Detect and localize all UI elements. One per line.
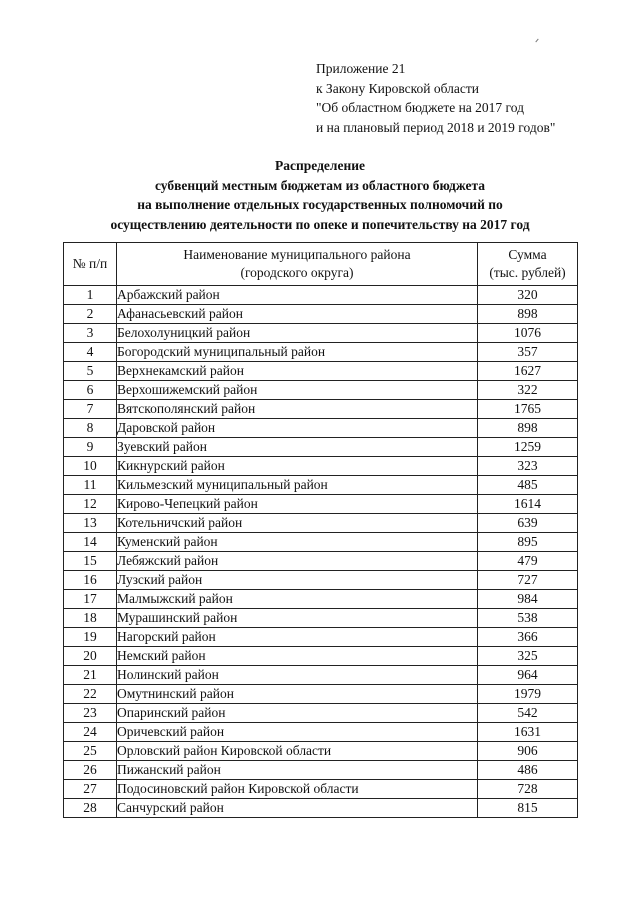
row-district-name: Опаринский район: [117, 704, 478, 723]
row-district-name: Котельничский район: [117, 514, 478, 533]
row-district-name: Верхнекамский район: [117, 362, 478, 381]
table-row: [64, 438, 578, 457]
row-amount: 1979: [478, 685, 578, 704]
row-number: 23: [64, 704, 117, 723]
table-row: [64, 533, 578, 552]
table-row: [64, 647, 578, 666]
row-amount: 366: [478, 628, 578, 647]
row-district-name: Омутнинский район: [117, 685, 478, 704]
row-amount: 1627: [478, 362, 578, 381]
row-amount: 639: [478, 514, 578, 533]
table-row: [64, 419, 578, 438]
row-district-name: Пижанский район: [117, 761, 478, 780]
row-amount: 815: [478, 799, 578, 818]
table-row: [64, 609, 578, 628]
row-district-name: Даровской район: [117, 419, 478, 438]
row-district-name: Орловский район Кировской области: [117, 742, 478, 761]
row-amount: 895: [478, 533, 578, 552]
row-number: 25: [64, 742, 117, 761]
row-number: 17: [64, 590, 117, 609]
row-district-name: Вятскополянский район: [117, 400, 478, 419]
row-district-name: Мурашинский район: [117, 609, 478, 628]
row-number: 19: [64, 628, 117, 647]
row-district-name: Кирово-Чепецкий район: [117, 495, 478, 514]
row-number: 24: [64, 723, 117, 742]
row-number: 12: [64, 495, 117, 514]
document-title: [0, 156, 640, 234]
row-amount: 1259: [478, 438, 578, 457]
row-number: 28: [64, 799, 117, 818]
row-district-name: Подосиновский район Кировской области: [117, 780, 478, 799]
table-row: [64, 305, 578, 324]
row-amount: 1631: [478, 723, 578, 742]
header-amount-line: Сумма: [508, 247, 547, 262]
row-number: 5: [64, 362, 117, 381]
row-number: 4: [64, 343, 117, 362]
title-line: осуществлению деятельности по опеке и попечительству на 2017 год: [110, 216, 530, 232]
row-number: 22: [64, 685, 117, 704]
table-row: [64, 723, 578, 742]
row-number: 16: [64, 571, 117, 590]
table-row: [64, 324, 578, 343]
title-line: субвенций местным бюджетам из областного бюджета: [154, 177, 486, 193]
row-number: 21: [64, 666, 117, 685]
title-line: Распределение: [274, 158, 366, 173]
row-district-name: Лузский район: [117, 571, 478, 590]
row-amount: 485: [478, 476, 578, 495]
row-amount: 727: [478, 571, 578, 590]
row-number: 11: [64, 476, 117, 495]
table-row: [64, 381, 578, 400]
row-number: 14: [64, 533, 117, 552]
header-amount: [478, 243, 578, 286]
header-name-line: Наименование муниципального района: [183, 247, 411, 262]
table-row: [64, 552, 578, 571]
row-amount: 479: [478, 552, 578, 571]
appendix-line: к Закону Кировской области: [316, 80, 480, 96]
row-amount: 1614: [478, 495, 578, 514]
header-amount-line: (тыс. рублей): [489, 265, 566, 280]
row-amount: 322: [478, 381, 578, 400]
row-amount: 906: [478, 742, 578, 761]
row-amount: 320: [478, 286, 578, 305]
header-district-name: [117, 243, 478, 286]
row-number: 27: [64, 780, 117, 799]
appendix-reference: [316, 59, 555, 137]
row-district-name: Арбажский район: [117, 286, 478, 305]
subsidy-table: [63, 242, 578, 818]
row-amount: 538: [478, 609, 578, 628]
row-number: 2: [64, 305, 117, 324]
appendix-line: "Об областном бюджете на 2017 год: [316, 100, 524, 115]
row-amount: 984: [478, 590, 578, 609]
row-number: 18: [64, 609, 117, 628]
row-number: 9: [64, 438, 117, 457]
row-number: 3: [64, 324, 117, 343]
table-header-row: [64, 243, 578, 286]
title-line: на выполнение отдельных государственных полномочий по: [137, 197, 503, 212]
table-row: [64, 590, 578, 609]
row-amount: 964: [478, 666, 578, 685]
row-amount: 1076: [478, 324, 578, 343]
row-number: 13: [64, 514, 117, 533]
table-row: [64, 780, 578, 799]
header-number: [64, 243, 117, 286]
row-district-name: Лебяжский район: [117, 552, 478, 571]
table-row: [64, 761, 578, 780]
table-row: [64, 286, 578, 305]
row-district-name: Богородский муниципальный район: [117, 343, 478, 362]
appendix-line: Приложение 21: [316, 61, 406, 76]
row-district-name: Афанасьевский район: [117, 305, 478, 324]
row-number: 20: [64, 647, 117, 666]
table-row: [64, 685, 578, 704]
table-row: [64, 343, 578, 362]
row-amount: 898: [478, 305, 578, 324]
table-row: [64, 476, 578, 495]
row-district-name: Кильмезский муниципальный район: [117, 476, 478, 495]
row-amount: 542: [478, 704, 578, 723]
table-row: [64, 457, 578, 476]
row-amount: 898: [478, 419, 578, 438]
row-number: 1: [64, 286, 117, 305]
row-amount: 1765: [478, 400, 578, 419]
row-amount: 325: [478, 647, 578, 666]
row-district-name: Верхошижемский район: [117, 381, 478, 400]
row-amount: 486: [478, 761, 578, 780]
row-district-name: Нолинский район: [117, 666, 478, 685]
row-amount: 357: [478, 343, 578, 362]
table-row: [64, 628, 578, 647]
table-row: [64, 514, 578, 533]
row-amount: 323: [478, 457, 578, 476]
row-district-name: Зуевский район: [117, 438, 478, 457]
row-district-name: Нагорский район: [117, 628, 478, 647]
row-district-name: Малмыжский район: [117, 590, 478, 609]
row-district-name: Кикнурский район: [117, 457, 478, 476]
row-amount: 728: [478, 780, 578, 799]
row-district-name: Белохолуницкий район: [117, 324, 478, 343]
header-name-line: (городского округа): [240, 265, 354, 280]
row-number: 7: [64, 400, 117, 419]
row-district-name: Оричевский район: [117, 723, 478, 742]
row-number: 26: [64, 761, 117, 780]
row-district-name: Куменский район: [117, 533, 478, 552]
table-row: [64, 400, 578, 419]
table-body: [64, 286, 578, 818]
row-district-name: Санчурский район: [117, 799, 478, 818]
row-number: 10: [64, 457, 117, 476]
table-row: [64, 799, 578, 818]
appendix-line: и на плановый период 2018 и 2019 годов": [316, 119, 556, 135]
table-row: [64, 571, 578, 590]
row-number: 15: [64, 552, 117, 571]
table-row: [64, 362, 578, 381]
row-number: 6: [64, 381, 117, 400]
row-district-name: Немский район: [117, 647, 478, 666]
table-row: [64, 666, 578, 685]
row-number: 8: [64, 419, 117, 438]
table-row: [64, 742, 578, 761]
table-row: [64, 495, 578, 514]
scan-mark: [535, 39, 538, 43]
table-row: [64, 704, 578, 723]
header-number-label: № п/п: [72, 256, 108, 271]
